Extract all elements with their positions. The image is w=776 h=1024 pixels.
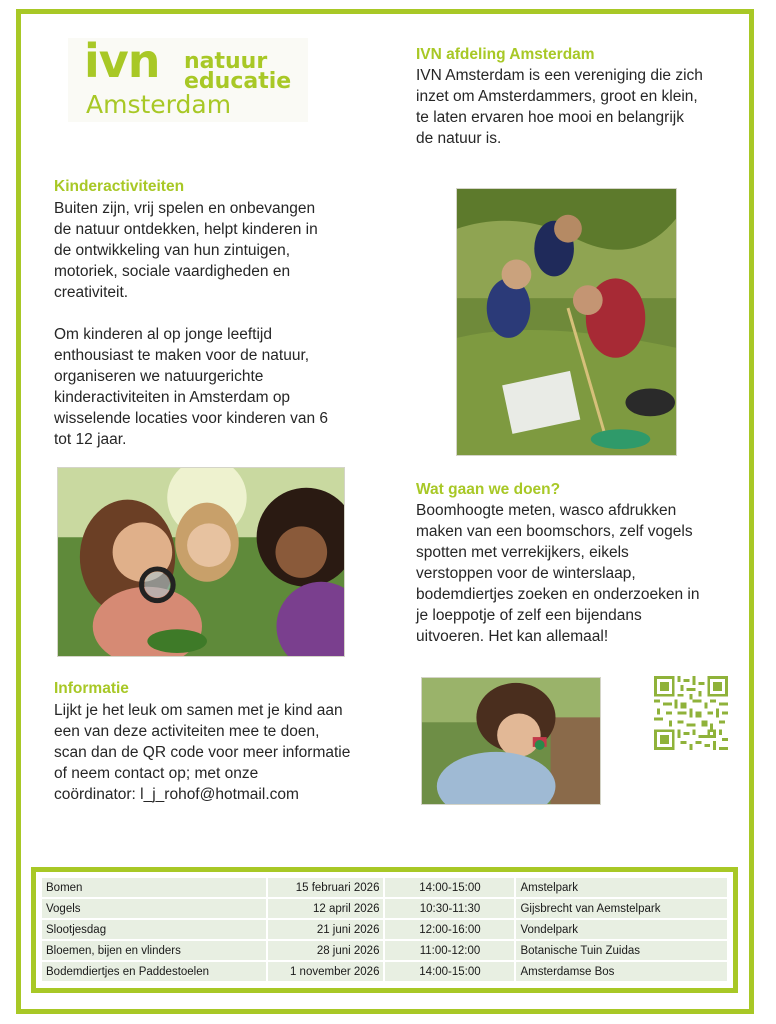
afdeling-heading: IVN afdeling Amsterdam — [416, 46, 595, 63]
informatie-line: coördinator: l_j_rohof@hotmail.com — [54, 786, 299, 803]
schedule-row — [42, 920, 727, 939]
doen-line: verstoppen voor de winterslaap, — [416, 565, 636, 582]
schedule-location-cell: Vondelpark — [516, 920, 727, 939]
kinder-paragraph-1 — [54, 198, 318, 303]
schedule-time-cell: 14:00-15:00 — [385, 878, 514, 897]
kinder-line: Buiten zijn, vrij spelen en onbevangen — [54, 200, 316, 217]
informatie-text — [54, 700, 350, 805]
schedule-date-cell: 1 november 2026 — [268, 962, 383, 981]
afdeling-line: inzet om Amsterdammers, groot en klein, — [416, 88, 698, 105]
schedule-date-cell: 28 juni 2026 — [268, 941, 383, 960]
logo-tagline-line2: educatie — [184, 69, 292, 94]
kinder-paragraph-2 — [54, 324, 328, 450]
schedule-location-cell: Amsterdamse Bos — [516, 962, 727, 981]
logo-city: Amsterdam — [86, 90, 232, 119]
doen-line: bodemdiertjes zoeken en onderzoeken in — [416, 586, 700, 603]
kinder-line: de ontwikkeling van hun zintuigen, — [54, 242, 291, 259]
afdeling-line: te laten ervaren hoe mooi en belangrijk — [416, 109, 684, 126]
informatie-heading: Informatie — [54, 680, 129, 697]
schedule-row — [42, 899, 727, 918]
photo-girl-with-magnifier — [421, 677, 601, 805]
schedule-date-cell: 21 juni 2026 — [268, 920, 383, 939]
schedule-time-cell: 10:30-11:30 — [385, 899, 514, 918]
kinder-line: enthousiast te maken voor de natuur, — [54, 347, 310, 364]
schedule-time-cell: 12:00-16:00 — [385, 920, 514, 939]
afdeling-line: IVN Amsterdam is een vereniging die zich — [416, 67, 703, 84]
schedule-table — [31, 867, 738, 993]
kinder-line: Om kinderen al op jonge leeftijd — [54, 326, 272, 343]
schedule-date-cell: 12 april 2026 — [268, 899, 383, 918]
kinder-line: de natuur ontdekken, helpt kinderen in — [54, 221, 318, 238]
schedule-activity-cell: Slootjesdag — [42, 920, 266, 939]
schedule-time-cell: 14:00-15:00 — [385, 962, 514, 981]
schedule-time-cell: 11:00-12:00 — [385, 941, 514, 960]
schedule-row — [42, 941, 727, 960]
logo-tagline — [184, 49, 292, 94]
doen-line: maken van een boomschors, zelf vogels — [416, 523, 693, 540]
schedule-date-cell: 15 februari 2026 — [268, 878, 383, 897]
doen-line: uitvoeren. Het kan allemaal! — [416, 628, 609, 645]
informatie-line: een van deze activiteiten mee te doen, — [54, 723, 320, 740]
doen-line: spotten met verrekijkers, eikels — [416, 544, 629, 561]
afdeling-text — [416, 65, 703, 149]
schedule-activity-cell: Bomen — [42, 878, 266, 897]
schedule-row — [42, 962, 727, 981]
doen-line: Boomhoogte meten, wasco afdrukken — [416, 502, 677, 519]
afdeling-line: de natuur is. — [416, 130, 502, 147]
photo-kids-with-net — [456, 188, 677, 456]
schedule-activity-cell: Bloemen, bijen en vlinders — [42, 941, 266, 960]
schedule-location-cell: Botanische Tuin Zuidas — [516, 941, 727, 960]
kinder-line: creativiteit. — [54, 284, 129, 301]
kinder-line: tot 12 jaar. — [54, 431, 127, 448]
kinder-line: kinderactiviteiten in Amsterdam op — [54, 389, 291, 406]
qr-code[interactable] — [654, 676, 728, 750]
informatie-line: scan dan de QR code voor meer informatie — [54, 744, 351, 761]
kinder-line: organiseren we natuurgerichte — [54, 368, 264, 385]
kinder-line: wisselende locaties voor kinderen van 6 — [54, 410, 328, 427]
informatie-line: of neem contact op; met onze — [54, 765, 259, 782]
schedule-row — [42, 878, 727, 897]
doen-line: je loeppotje of zelf een bijendans — [416, 607, 642, 624]
schedule-activity-cell: Vogels — [42, 899, 266, 918]
logo-tagline-line1: natuur — [184, 49, 268, 74]
schedule-activity-cell: Bodemdiertjes en Paddestoelen — [42, 962, 266, 981]
kinder-line: motoriek, sociale vaardigheden en — [54, 263, 291, 280]
kinder-heading: Kinderactiviteiten — [54, 178, 185, 195]
logo-ivn-wordmark: ivn — [84, 34, 160, 88]
photo-children-magnifying-glass — [57, 467, 345, 657]
schedule-location-cell: Gijsbrecht van Aemstelpark — [516, 899, 727, 918]
schedule-location-cell: Amstelpark — [516, 878, 727, 897]
doen-heading: Wat gaan we doen? — [416, 481, 561, 498]
doen-text — [416, 500, 700, 647]
ivn-logo — [68, 34, 308, 122]
informatie-line: Lijkt je het leuk om samen met je kind aan — [54, 702, 343, 719]
